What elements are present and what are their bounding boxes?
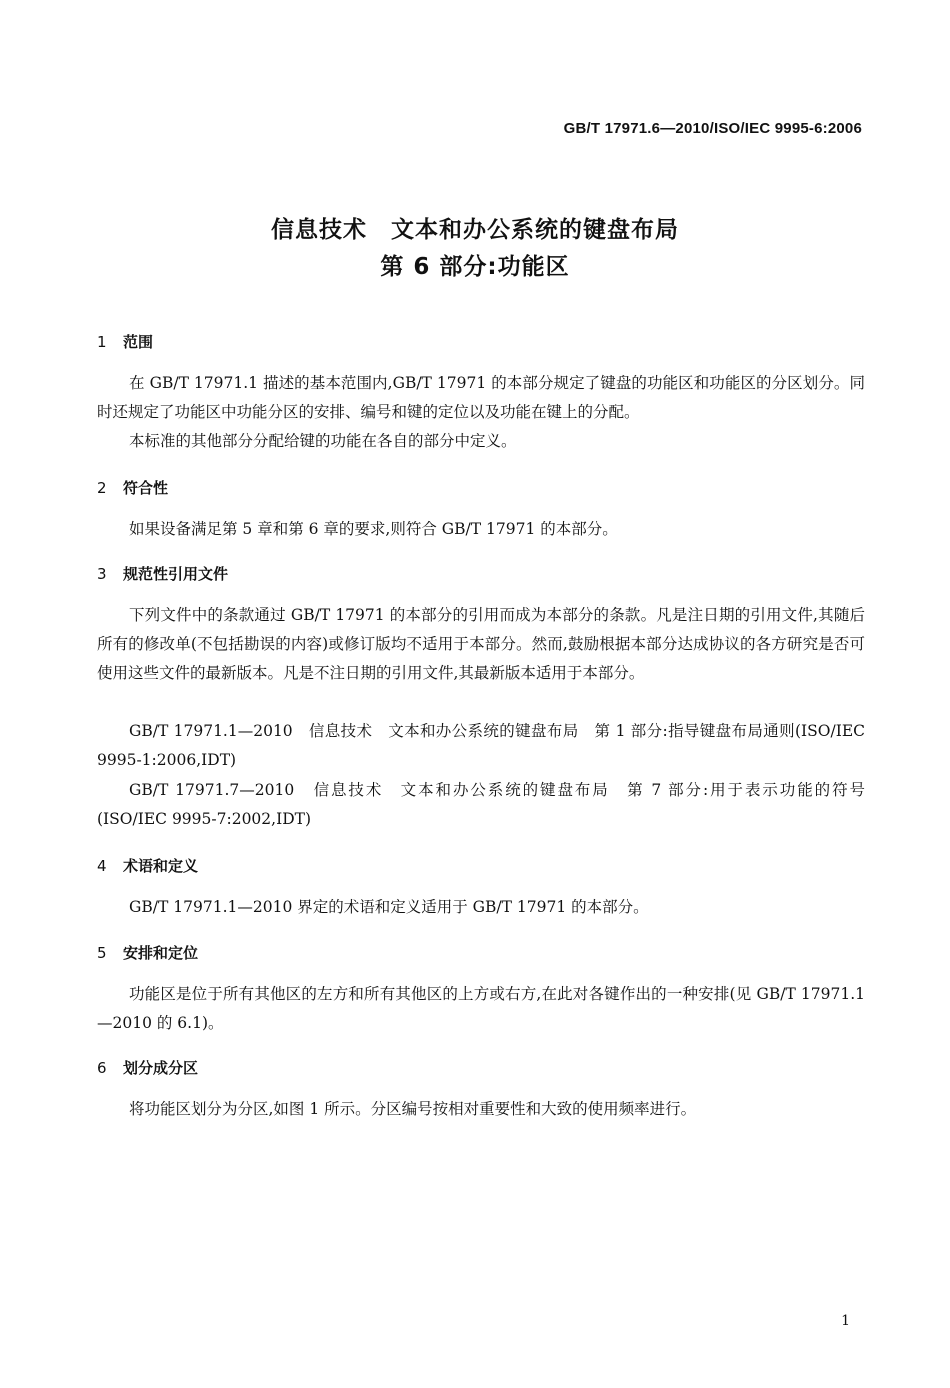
paragraph: 如果设备满足第 5 章和第 6 章的要求,则符合 GB/T 17971 的本部分。 — [129, 520, 618, 538]
standard-code: GB/T 17971.6—2010/ISO/IEC 9995-6:2006 — [563, 120, 862, 137]
section-title: 安排和定位 — [123, 944, 199, 962]
section-number: 6 — [97, 1059, 107, 1077]
section-heading-conformance — [97, 477, 168, 498]
section-title: 范围 — [123, 333, 154, 351]
reference-item: GB/T 17971.7—2010 信息技术 文本和办公系统的键盘布局 第 7 部分:用于表示功能的符号(ISO/IEC 9995-7:2002,IDT) — [97, 781, 865, 828]
document-subtitle: 第 6 部分:功能区 — [380, 254, 570, 280]
document-title: 信息技术 文本和办公系统的键盘布局 — [271, 217, 679, 243]
section-number: 4 — [97, 857, 107, 875]
page-number: 1 — [841, 1313, 850, 1329]
section-heading-scope — [97, 331, 153, 352]
section-title: 划分成分区 — [123, 1059, 199, 1077]
paragraph: 在 GB/T 17971.1 描述的基本范围内,GB/T 17971 的本部分规定了键盘的功能区和功能区的分区划分。同时还规定了功能区中功能分区的安排、编号和键的定位以及功能在键上的分配。 — [97, 374, 865, 421]
section-heading-arrangement — [97, 942, 198, 963]
section-number: 3 — [97, 565, 107, 583]
section-heading-terms — [97, 855, 198, 876]
section-heading-normative-references — [97, 563, 228, 584]
paragraph: 下列文件中的条款通过 GB/T 17971 的本部分的引用而成为本部分的条款。凡是注日期的引用文件,其随后所有的修改单(不包括勘误的内容)或修订版均不适用于本部分。然而,鼓励根据本部分达成协议的各方研究是否可使用这些文件的最新版本。凡是不注日期的引用文件,其最新版本适用于本部分。 — [97, 606, 865, 682]
section-title: 符合性 — [123, 479, 169, 497]
section-number: 5 — [97, 944, 107, 962]
section-title: 规范性引用文件 — [123, 565, 229, 583]
section-heading-division — [97, 1057, 198, 1078]
paragraph: 功能区是位于所有其他区的左方和所有其他区的上方或右方,在此对各键作出的一种安排(见 GB/T 17971.1—2010 的 6.1)。 — [97, 985, 865, 1032]
section-number: 1 — [97, 333, 107, 351]
paragraph: GB/T 17971.1—2010 界定的术语和定义适用于 GB/T 17971 的本部分。 — [129, 898, 649, 916]
section-title: 术语和定义 — [123, 857, 199, 875]
paragraph: 本标准的其他部分分配给键的功能在各自的部分中定义。 — [129, 432, 517, 450]
reference-item: GB/T 17971.1—2010 信息技术 文本和办公系统的键盘布局 第 1 部分:指导键盘布局通则(ISO/IEC 9995-1:2006,IDT) — [97, 722, 865, 769]
paragraph: 将功能区划分为分区,如图 1 所示。分区编号按相对重要性和大致的使用频率进行。 — [129, 1100, 697, 1118]
section-number: 2 — [97, 479, 107, 497]
